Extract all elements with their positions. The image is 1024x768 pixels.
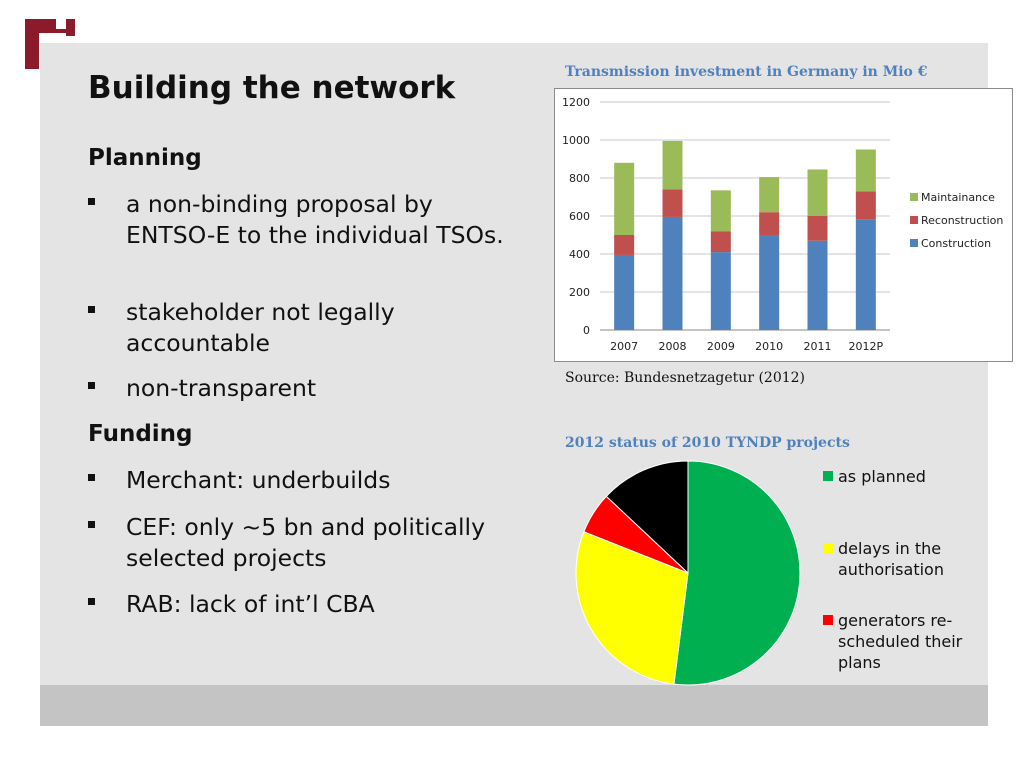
bar-construction xyxy=(614,255,634,330)
bar-reconstruction xyxy=(759,212,779,235)
bar-maintainance xyxy=(663,141,683,189)
pie-slice xyxy=(674,461,800,685)
x-tick-label: 2011 xyxy=(803,340,832,353)
bullet-item: RAB: lack of int’l CBA xyxy=(88,589,508,620)
bar-construction xyxy=(808,241,828,330)
y-tick-label: 1200 xyxy=(562,96,590,109)
bullet-marker xyxy=(88,306,95,313)
bar-reconstruction xyxy=(856,191,876,220)
y-tick-label: 0 xyxy=(583,324,590,337)
bullet-item: Merchant: underbuilds xyxy=(88,465,508,496)
bullet-marker xyxy=(88,382,95,389)
bullet-item: non-transparent xyxy=(88,373,508,404)
y-tick-label: 1000 xyxy=(562,134,590,147)
bar-maintainance xyxy=(711,190,731,231)
slide-title: Building the network xyxy=(88,70,456,106)
bar-maintainance xyxy=(759,177,779,212)
y-tick-label: 800 xyxy=(569,172,590,185)
legend-swatch xyxy=(823,471,833,481)
legend-label: Maintainance xyxy=(921,191,995,204)
bar-chart-svg xyxy=(555,89,1012,361)
legend-label: Construction xyxy=(921,237,992,250)
bar-maintainance xyxy=(856,150,876,192)
bullet-item: CEF: only ~5 bn and politically selected projects xyxy=(88,512,508,574)
section-heading-funding: Funding xyxy=(88,421,193,447)
bullet-item: stakeholder not legally accountable xyxy=(88,297,508,359)
footer-bar xyxy=(40,685,988,726)
pie-chart-title: 2012 status of 2010 TYNDP projects xyxy=(565,435,850,451)
y-tick-label: 200 xyxy=(569,286,590,299)
bar-maintainance xyxy=(614,163,634,235)
legend-swatch xyxy=(910,239,918,247)
bullet-marker xyxy=(88,474,95,481)
bullet-item: a non-binding proposal by ENTSO-E to the individual TSOs. xyxy=(88,189,508,251)
pie-legend-item: as planned xyxy=(823,466,973,487)
section-heading-planning: Planning xyxy=(88,145,202,171)
x-tick-label: 2009 xyxy=(706,340,735,353)
bar-maintainance xyxy=(808,169,828,216)
pie-legend-item: delays in the authorisation xyxy=(823,538,973,580)
legend-label: Reconstruction xyxy=(921,214,1004,227)
bar-chart-title: Transmission investment in Germany in Mio € xyxy=(565,64,928,80)
bar-reconstruction xyxy=(808,216,828,241)
bar-construction xyxy=(759,235,779,330)
bar-reconstruction xyxy=(711,231,731,252)
y-tick-label: 400 xyxy=(569,248,590,261)
y-tick-label: 600 xyxy=(569,210,590,223)
legend-swatch xyxy=(910,216,918,224)
bar-reconstruction xyxy=(614,235,634,255)
pie-chart xyxy=(570,455,810,691)
bar-construction xyxy=(663,217,683,330)
bar-reconstruction xyxy=(663,189,683,217)
bullet-marker xyxy=(88,521,95,528)
bar-construction xyxy=(711,252,731,330)
bar-chart xyxy=(554,88,1013,362)
bullet-marker xyxy=(88,598,95,605)
bar-construction xyxy=(856,220,876,330)
legend-swatch xyxy=(823,615,833,625)
x-tick-label: 2007 xyxy=(610,340,639,353)
legend-swatch xyxy=(823,543,833,553)
bar-chart-source: Source: Bundesnetzagetur (2012) xyxy=(565,370,806,386)
pie-legend-item: generators re-scheduled their plans xyxy=(823,610,973,673)
bullet-marker xyxy=(88,198,95,205)
x-tick-label: 2010 xyxy=(755,340,784,353)
x-tick-label: 2012P xyxy=(848,340,884,353)
x-tick-label: 2008 xyxy=(658,340,687,353)
legend-swatch xyxy=(910,193,918,201)
